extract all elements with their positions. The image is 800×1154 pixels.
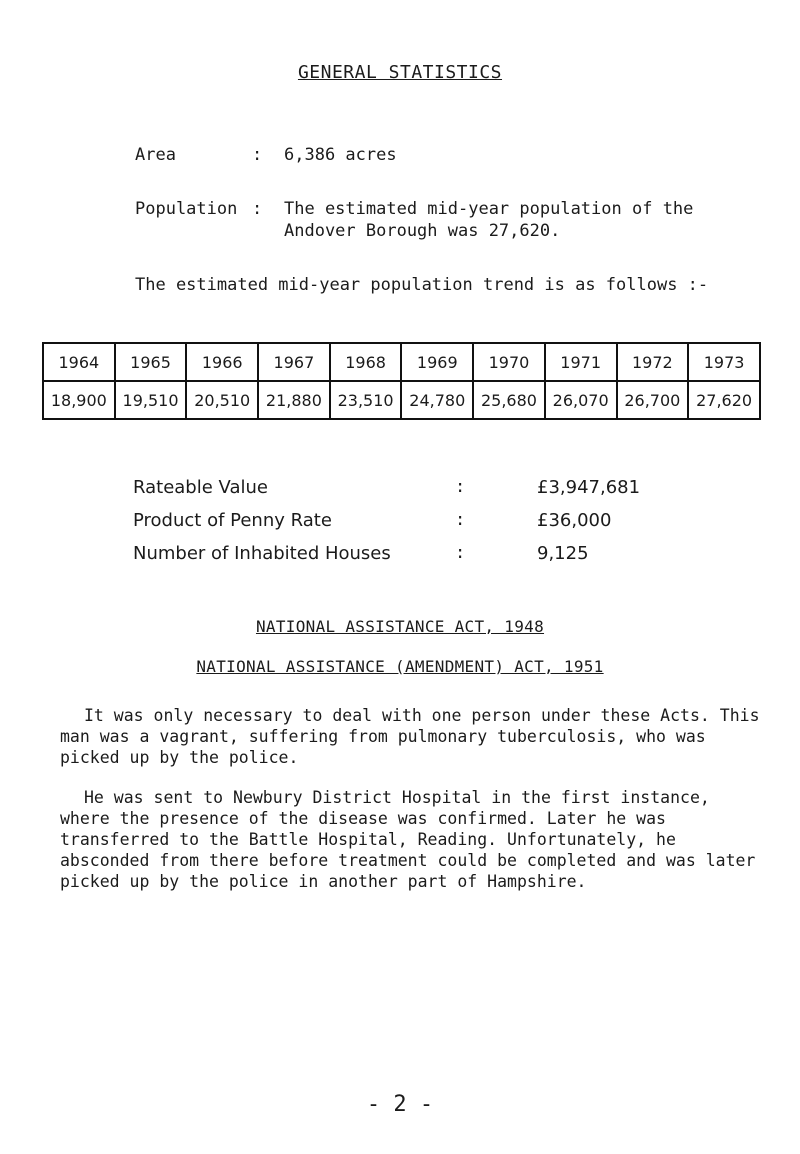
houses-count: 9,125	[537, 543, 589, 564]
page-title: GENERAL STATISTICS	[297, 62, 503, 83]
area-value: 6,386 acres	[284, 145, 397, 165]
values-row	[43, 381, 760, 419]
year-cell: 1966	[186, 343, 258, 381]
years-row	[43, 343, 760, 381]
population-cell: 24,780	[401, 381, 473, 419]
population-cell: 21,880	[258, 381, 330, 419]
population-cell: 20,510	[186, 381, 258, 419]
year-cell: 1969	[401, 343, 473, 381]
year-cell: 1972	[617, 343, 689, 381]
population-cell: 23,510	[330, 381, 402, 419]
population-label: Population	[135, 199, 238, 219]
year-cell: 1970	[473, 343, 545, 381]
population-cell: 19,510	[115, 381, 187, 419]
population-line-1: The estimated mid-year population of the	[284, 199, 694, 219]
population-line-2: Andover Borough was 27,620.	[284, 221, 561, 241]
population-colon: :	[252, 199, 263, 219]
houses-label: Number of Inhabited Houses	[133, 543, 391, 564]
rateable-value-label: Rateable Value	[133, 477, 268, 498]
year-cell: 1968	[330, 343, 402, 381]
assistance-paragraph-2: He was sent to Newbury District Hospital in the first instance, where the presence of the disease was confirmed. Later he was transferred to the Battle Hospital, Reading. Unfortunately, he absconded from there before treatment could be completed and was later picked up by the police in another part of Hampshire.	[60, 788, 756, 891]
rateable-value-amount: £3,947,681	[537, 477, 641, 498]
year-cell: 1964	[43, 343, 115, 381]
population-cell: 18,900	[43, 381, 115, 419]
population-cell: 26,700	[617, 381, 689, 419]
year-cell: 1971	[545, 343, 617, 381]
year-cell: 1965	[115, 343, 187, 381]
rateable-value-colon: :	[455, 477, 466, 497]
year-cell: 1973	[688, 343, 760, 381]
population-cell: 27,620	[688, 381, 760, 419]
penny-rate-label: Product of Penny Rate	[133, 510, 332, 531]
penny-rate-colon: :	[455, 510, 466, 530]
page-number: - 2 -	[366, 1092, 434, 1117]
penny-rate-amount: £36,000	[537, 510, 612, 531]
population-trend-table	[42, 342, 761, 420]
area-label: Area	[135, 145, 176, 165]
assistance-heading-1951: NATIONAL ASSISTANCE (AMENDMENT) ACT, 1951	[196, 657, 604, 676]
year-cell: 1967	[258, 343, 330, 381]
assistance-heading-1948: NATIONAL ASSISTANCE ACT, 1948	[255, 617, 545, 636]
population-cell: 25,680	[473, 381, 545, 419]
assistance-paragraph-1: It was only necessary to deal with one person under these Acts. This man was a vagrant, suffering from pulmonary tuberculosis, who was picked up by the police.	[60, 706, 760, 767]
trend-intro: The estimated mid-year population trend is as follows :-	[135, 275, 709, 295]
houses-colon: :	[455, 543, 466, 563]
area-colon: :	[252, 145, 263, 165]
population-cell: 26,070	[545, 381, 617, 419]
